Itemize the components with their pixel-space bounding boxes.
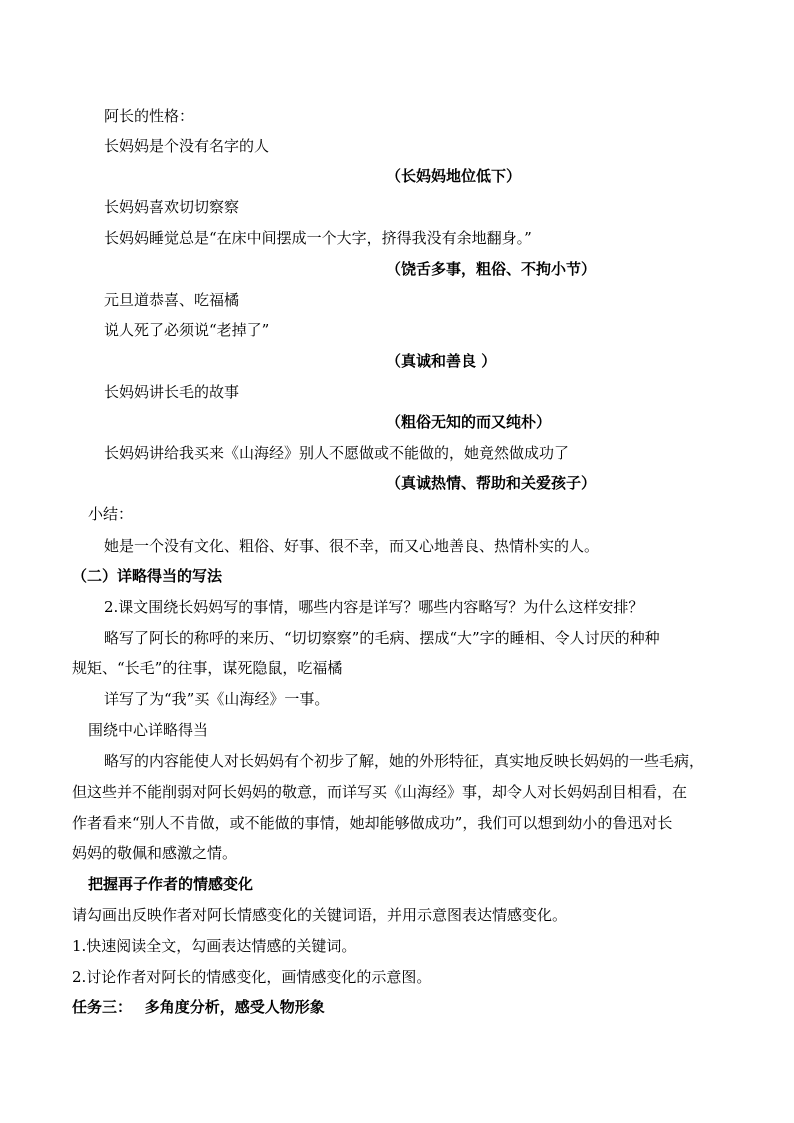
annotation-note: （饶舌多事，粗俗、不拘小节） bbox=[386, 260, 597, 278]
subheading: 围绕中心详略得当 bbox=[88, 721, 209, 739]
body-line: 但这些并不能削弱对阿长妈妈的敬意，而详写买《山海经》事，却令人对长妈妈刮目相看，在 bbox=[72, 783, 688, 801]
list-item: 2.讨论作者对阿长的情感变化，画情感变化的示意图。 bbox=[72, 968, 432, 986]
body-line: 长妈妈是个没有名字的人 bbox=[104, 137, 270, 155]
summary-label: 小结： bbox=[88, 505, 134, 523]
body-line: 长妈妈睡觉总是“在床中间摆成一个大字，挤得我没有余地翻身。” bbox=[104, 229, 532, 247]
body-line: 长妈妈喜欢切切察察 bbox=[104, 198, 240, 216]
section-heading-detail: （二）详略得当的写法 bbox=[72, 567, 223, 585]
annotation-note: （粗俗无知的而又纯朴） bbox=[386, 413, 552, 431]
body-line: 略写的内容能使人对长妈妈有个初步了解，她的外形特征，真实地反映长妈妈的一些毛病， bbox=[104, 752, 705, 770]
annotation-note: （真诚热情、帮助和关爱孩子） bbox=[386, 474, 597, 492]
annotation-note: （真诚和善良 ） bbox=[386, 352, 497, 370]
body-line: 详写了为“我”买《山海经》一事。 bbox=[104, 690, 330, 708]
body-line: 略写了阿长的称呼的来历、“切切察察”的毛病、摆成“大”字的睡相、令人讨厌的种种 bbox=[104, 629, 660, 647]
annotation-note: （长妈妈地位低下） bbox=[386, 167, 522, 185]
section-heading-emotion: 把握再子作者的情感变化 bbox=[88, 875, 254, 893]
body-line: 作者看来“别人不肯做，或不能做的事情，她却能够做成功”，我们可以想到幼小的鲁迅对长 bbox=[72, 814, 673, 832]
body-line: 元旦道恭喜、吃福橘 bbox=[104, 291, 240, 309]
body-line: 长妈妈讲给我买来《山海经》别人不愿做或不能做的，她竟然做成功了 bbox=[104, 444, 570, 462]
list-item: 1.快速阅读全文，勾画表达情感的关键词。 bbox=[72, 937, 357, 955]
body-line: 妈妈的敬佩和感激之情。 bbox=[72, 844, 238, 862]
question-text: 2.课文围绕长妈妈写的事情，哪些内容是详写？哪些内容略写？为什么这样安排？ bbox=[104, 598, 644, 616]
task-heading: 任务三： 多角度分析，感受人物形象 bbox=[72, 998, 325, 1016]
body-line: 长妈妈讲长毛的故事 bbox=[104, 383, 240, 401]
instruction-text: 请勾画出反映作者对阿长情感变化的关键词语，并用示意图表达情感变化。 bbox=[72, 906, 568, 924]
body-line: 说人死了必须说“老掉了” bbox=[104, 321, 270, 339]
summary-text: 她是一个没有文化、粗俗、好事、很不幸，而又心地善良、热情朴实的人。 bbox=[104, 537, 600, 555]
body-line: 规矩、“长毛”的往事，谋死隐鼠，吃福橘 bbox=[72, 659, 343, 677]
section-heading-character: 阿长的性格： bbox=[104, 107, 195, 125]
